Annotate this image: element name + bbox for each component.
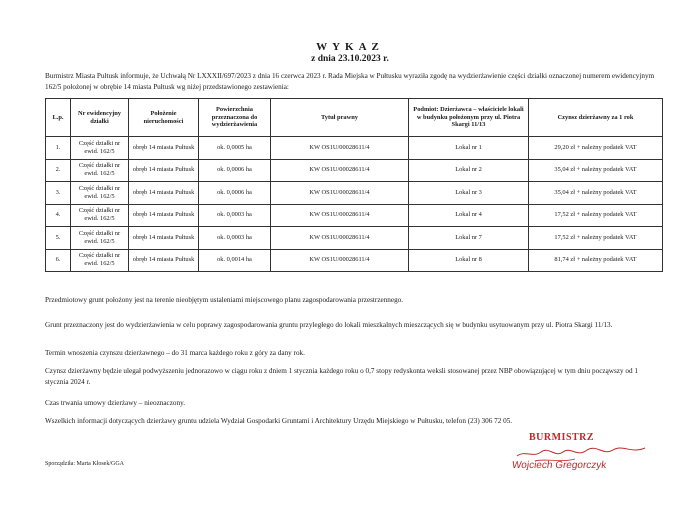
signature-title: BURMISTRZ	[529, 432, 595, 443]
cell-parcel-number: Część działki nr ewid. 162/5	[71, 249, 129, 272]
header-legal-title: Tytuł prawny	[271, 99, 409, 137]
cell-location: obręb 14 miasta Pułtusk	[129, 204, 199, 227]
cell-rent: 35,04 zł + należny podatek VAT	[529, 182, 663, 205]
cell-legal-title: KW OS1U/00028611/4	[271, 204, 409, 227]
cell-lp: 6.	[46, 249, 71, 272]
paragraph-duration: Czas trwania umowy dzierżawy – nieoznaczony.	[45, 399, 186, 407]
cell-area: ok. 0,0003 ha	[199, 204, 271, 227]
cell-parcel-number: Część działki nr ewid. 162/5	[71, 137, 129, 160]
header-tenant: Podmiot: Dzierżawca – właściciele lokali w budynku położonym przy ul. Piotra Skargi 11/13	[409, 99, 529, 137]
document-date: z dnia 23.10.2023 r.	[311, 54, 389, 64]
cell-legal-title: KW OS1U/00028611/4	[271, 159, 409, 182]
cell-rent: 17,52 zł + należny podatek VAT	[529, 204, 663, 227]
cell-rent: 17,52 zł + należny podatek VAT	[529, 227, 663, 250]
cell-rent: 35,04 zł + należny podatek VAT	[529, 159, 663, 182]
cell-area: ok. 0,0014 ha	[199, 249, 271, 272]
table-header-row	[46, 99, 663, 137]
header-area: Powierzchnia przeznaczona do wydzierżawienia	[199, 99, 271, 137]
table-row	[46, 159, 663, 182]
header-parcel-number: Nr ewidencyjny działki	[71, 99, 129, 137]
cell-lp: 3.	[46, 182, 71, 205]
cell-location: obręb 14 miasta Pułtusk	[129, 182, 199, 205]
table-row	[46, 182, 663, 205]
cell-location: obręb 14 miasta Pułtusk	[129, 227, 199, 250]
cell-area: ok. 0,0005 ha	[199, 137, 271, 160]
header-location: Położenie nieruchomości	[129, 99, 199, 137]
cell-area: ok. 0,0006 ha	[199, 159, 271, 182]
intro-paragraph: Burmistrz Miasta Pułtusk informuje, że Uchwałą Nr LXXXII/697/2023 z dnia 16 czerwca 2023 r. Rada Miejska w Pułtusku wyraziła zgodę na wydzierżawienie części działki oznaczonej numerem ewidencyjnym 162/5 położonej w obrębie 14 miasta Pułtusk wg niżej przedstawionego zestawienia:	[45, 72, 655, 91]
paragraph-contact: Wszelkich informacji dotyczących dzierżawy gruntu udziela Wydział Gospodarki Gruntami i Architektury Urzędu Miejskiego w Pułtusku, telefon (23) 306 72 05.	[45, 417, 513, 425]
cell-lp: 1.	[46, 137, 71, 160]
cell-tenant: Lokal nr 7	[409, 227, 529, 250]
paragraph-plan: Przedmiotowy grunt położony jest na terenie nieobjętym ustaleniami miejscowego planu zagospodarowania przestrzennego.	[45, 296, 404, 304]
cell-tenant: Lokal nr 4	[409, 204, 529, 227]
cell-legal-title: KW OS1U/00028611/4	[271, 249, 409, 272]
cell-tenant: Lokal nr 8	[409, 249, 529, 272]
paragraph-payment-term: Termin wnoszenia czynszu dzierżawnego – do 31 marca każdego roku z góry za dany rok.	[45, 349, 305, 357]
cell-legal-title: KW OS1U/00028611/4	[271, 137, 409, 160]
cell-area: ok. 0,0003 ha	[199, 227, 271, 250]
signature-name: Wojciech Gregorczyk	[511, 460, 608, 471]
prepared-by: Sporządziła: Marta Kłosek/GGA	[45, 461, 124, 467]
cell-lp: 5.	[46, 227, 71, 250]
cell-rent: 81,74 zł + należny podatek VAT	[529, 249, 663, 272]
cell-legal-title: KW OS1U/00028611/4	[271, 227, 409, 250]
cell-lp: 2.	[46, 159, 71, 182]
cell-location: obręb 14 miasta Pułtusk	[129, 137, 199, 160]
document-title: WYKAZ	[316, 41, 384, 53]
paragraph-rent-increase: Czynsz dzierżawny będzie ulegał podwyższeniu jednorazowo w ciągu roku z dniem 1 stycznia każdego roku o 0,7 stopy redyskonta weksli stosowanej przez NBP obowiązującej w tym dniu począwszy od 1 stycznia 2024 r.	[45, 367, 638, 386]
header-rent: Czynsz dzierżawny za 1 rok	[529, 99, 663, 137]
table-row	[46, 249, 663, 272]
cell-tenant: Lokal nr 2	[409, 159, 529, 182]
cell-parcel-number: Część działki nr ewid. 162/5	[71, 159, 129, 182]
cell-parcel-number: Część działki nr ewid. 162/5	[71, 182, 129, 205]
table-row	[46, 204, 663, 227]
table-row	[46, 137, 663, 160]
paragraph-purpose: Grunt przeznaczony jest do wydzierżawienia w celu poprawy zagospodarowania gruntu przyległego do lokali mieszkalnych mieszczących się w budynku usytuowanym przy ul. Piotra Skargi 11/13.	[45, 321, 613, 329]
cell-rent: 29,20 zł + należny podatek VAT	[529, 137, 663, 160]
cell-lp: 4.	[46, 204, 71, 227]
cell-area: ok. 0,0006 ha	[199, 182, 271, 205]
cell-legal-title: KW OS1U/00028611/4	[271, 182, 409, 205]
cell-parcel-number: Część działki nr ewid. 162/5	[71, 227, 129, 250]
cell-location: obręb 14 miasta Pułtusk	[129, 159, 199, 182]
cell-tenant: Lokal nr 1	[409, 137, 529, 160]
cell-location: obręb 14 miasta Pułtusk	[129, 249, 199, 272]
lease-table	[45, 98, 663, 272]
header-lp: L.p.	[46, 99, 71, 137]
table-row	[46, 227, 663, 250]
cell-parcel-number: Część działki nr ewid. 162/5	[71, 204, 129, 227]
cell-tenant: Lokal nr 3	[409, 182, 529, 205]
